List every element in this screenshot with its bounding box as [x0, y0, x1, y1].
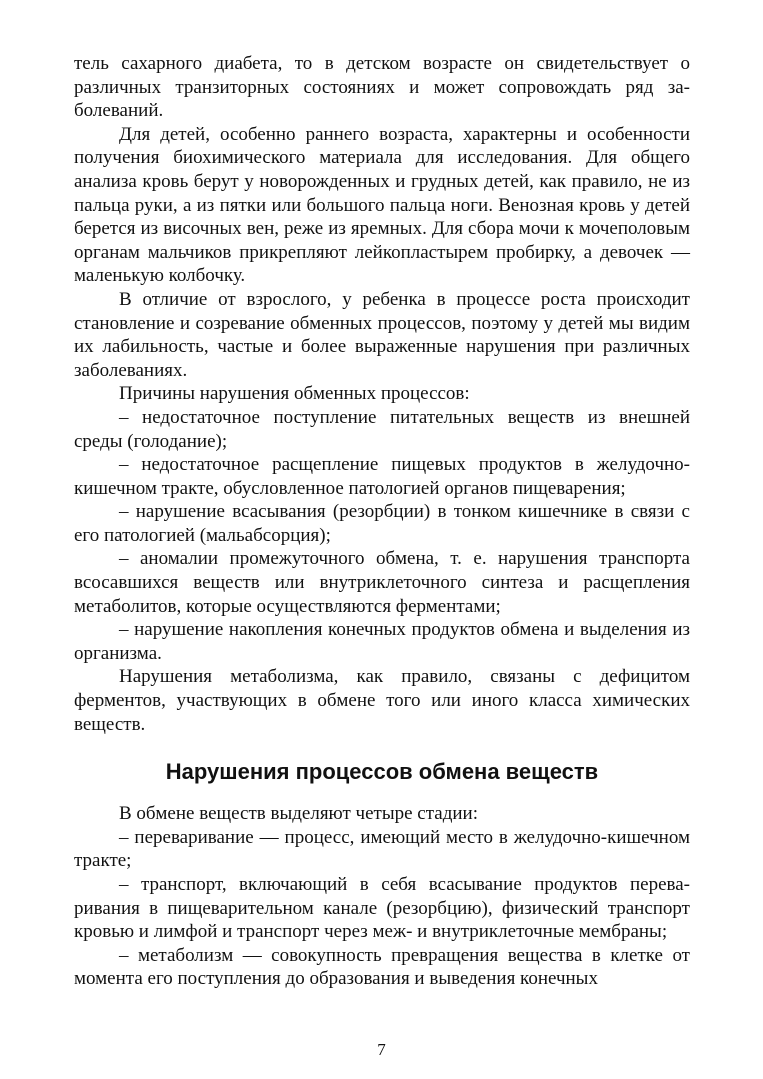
list-item-accumulation: – нарушение накопления конечных продуктов обмена и выделения из организма. [74, 619, 690, 664]
list-item-digestion-stage: – переваривание — процесс, имеющий место в желудочно-кишечном тракте; [74, 826, 690, 872]
section-heading: Нарушения процессов обмена веществ [165, 759, 599, 785]
paragraph-sample-collection: Для детей, особенно раннего возраста, характерны и особенности получения биохимического материала для исследования. Для общего анализа кровь берут у новорожденных и грудных детей, как правило, не из пальца руки, а из пятки или большого пальца ноги. Венозная кровь у детей берется из височных вен, реже из яремных. Для сбора мочи к мочеполовым органам мальчиков прикрепляют лейкопластырем пробирку, а девочек — маленькую колбочку. [74, 123, 690, 287]
list-item-absorption: – нарушение всасывания (резорбции) в тонком кишечнике в связи с его патологией (мальабсорция); [74, 501, 690, 546]
paragraph-continuation: тель сахарного диабета, то в детском возрасте он свидетельствует о различных транзиторных состояниях и может сопровождать ряд заболеваний. [74, 53, 690, 122]
paragraph-enzyme-deficit: Нарушения метаболизма, как правило, связаны с дефицитом ферментов, участвующих в обмене того или иного класса химических веществ. [74, 666, 690, 735]
paragraph-stages-intro: В обмене веществ выделяют четыре стадии: [119, 803, 478, 825]
page-number: 7 [377, 1040, 386, 1059]
list-item-metabolism-stage: – метаболизм — совокупность превращения вещества в клетке от момента его поступления до образования и выведения конечных [74, 944, 690, 990]
paragraph-metabolic-development: В отличие от взрослого, у ребенка в процессе роста происходит становление и созревание обменных процессов, поэтому у детей мы видим их лабильность, частые и более выраженные нарушения при различных заболеваниях. [74, 288, 690, 381]
page-body [74, 52, 690, 991]
list-item-intermediate-metabolism: – аномалии промежуточного обмена, т. е. нарушения транспорта всосавшихся веществ или внутриклеточного синтеза и расщепления метаболитов, которые осуществляются ферментами; [74, 548, 690, 617]
paragraph-causes-intro: Причины нарушения обменных процессов: [119, 383, 470, 405]
list-item-transport-stage: – транспорт, включающий в себя всасывание продуктов переваривания в пищеварительном канале (резорбцию), физический транспорт кровью и лимфой и транспорт через меж- и внутриклеточные мембраны; [74, 874, 690, 943]
list-item-starvation: – недостаточное поступление питательных веществ из внешней среды (голодание); [74, 406, 690, 452]
list-item-digestion: – недостаточное расщепление пищевых продуктов в желудочно-кишечном тракте, обусловленное патологией органов пищеварения; [74, 454, 690, 499]
